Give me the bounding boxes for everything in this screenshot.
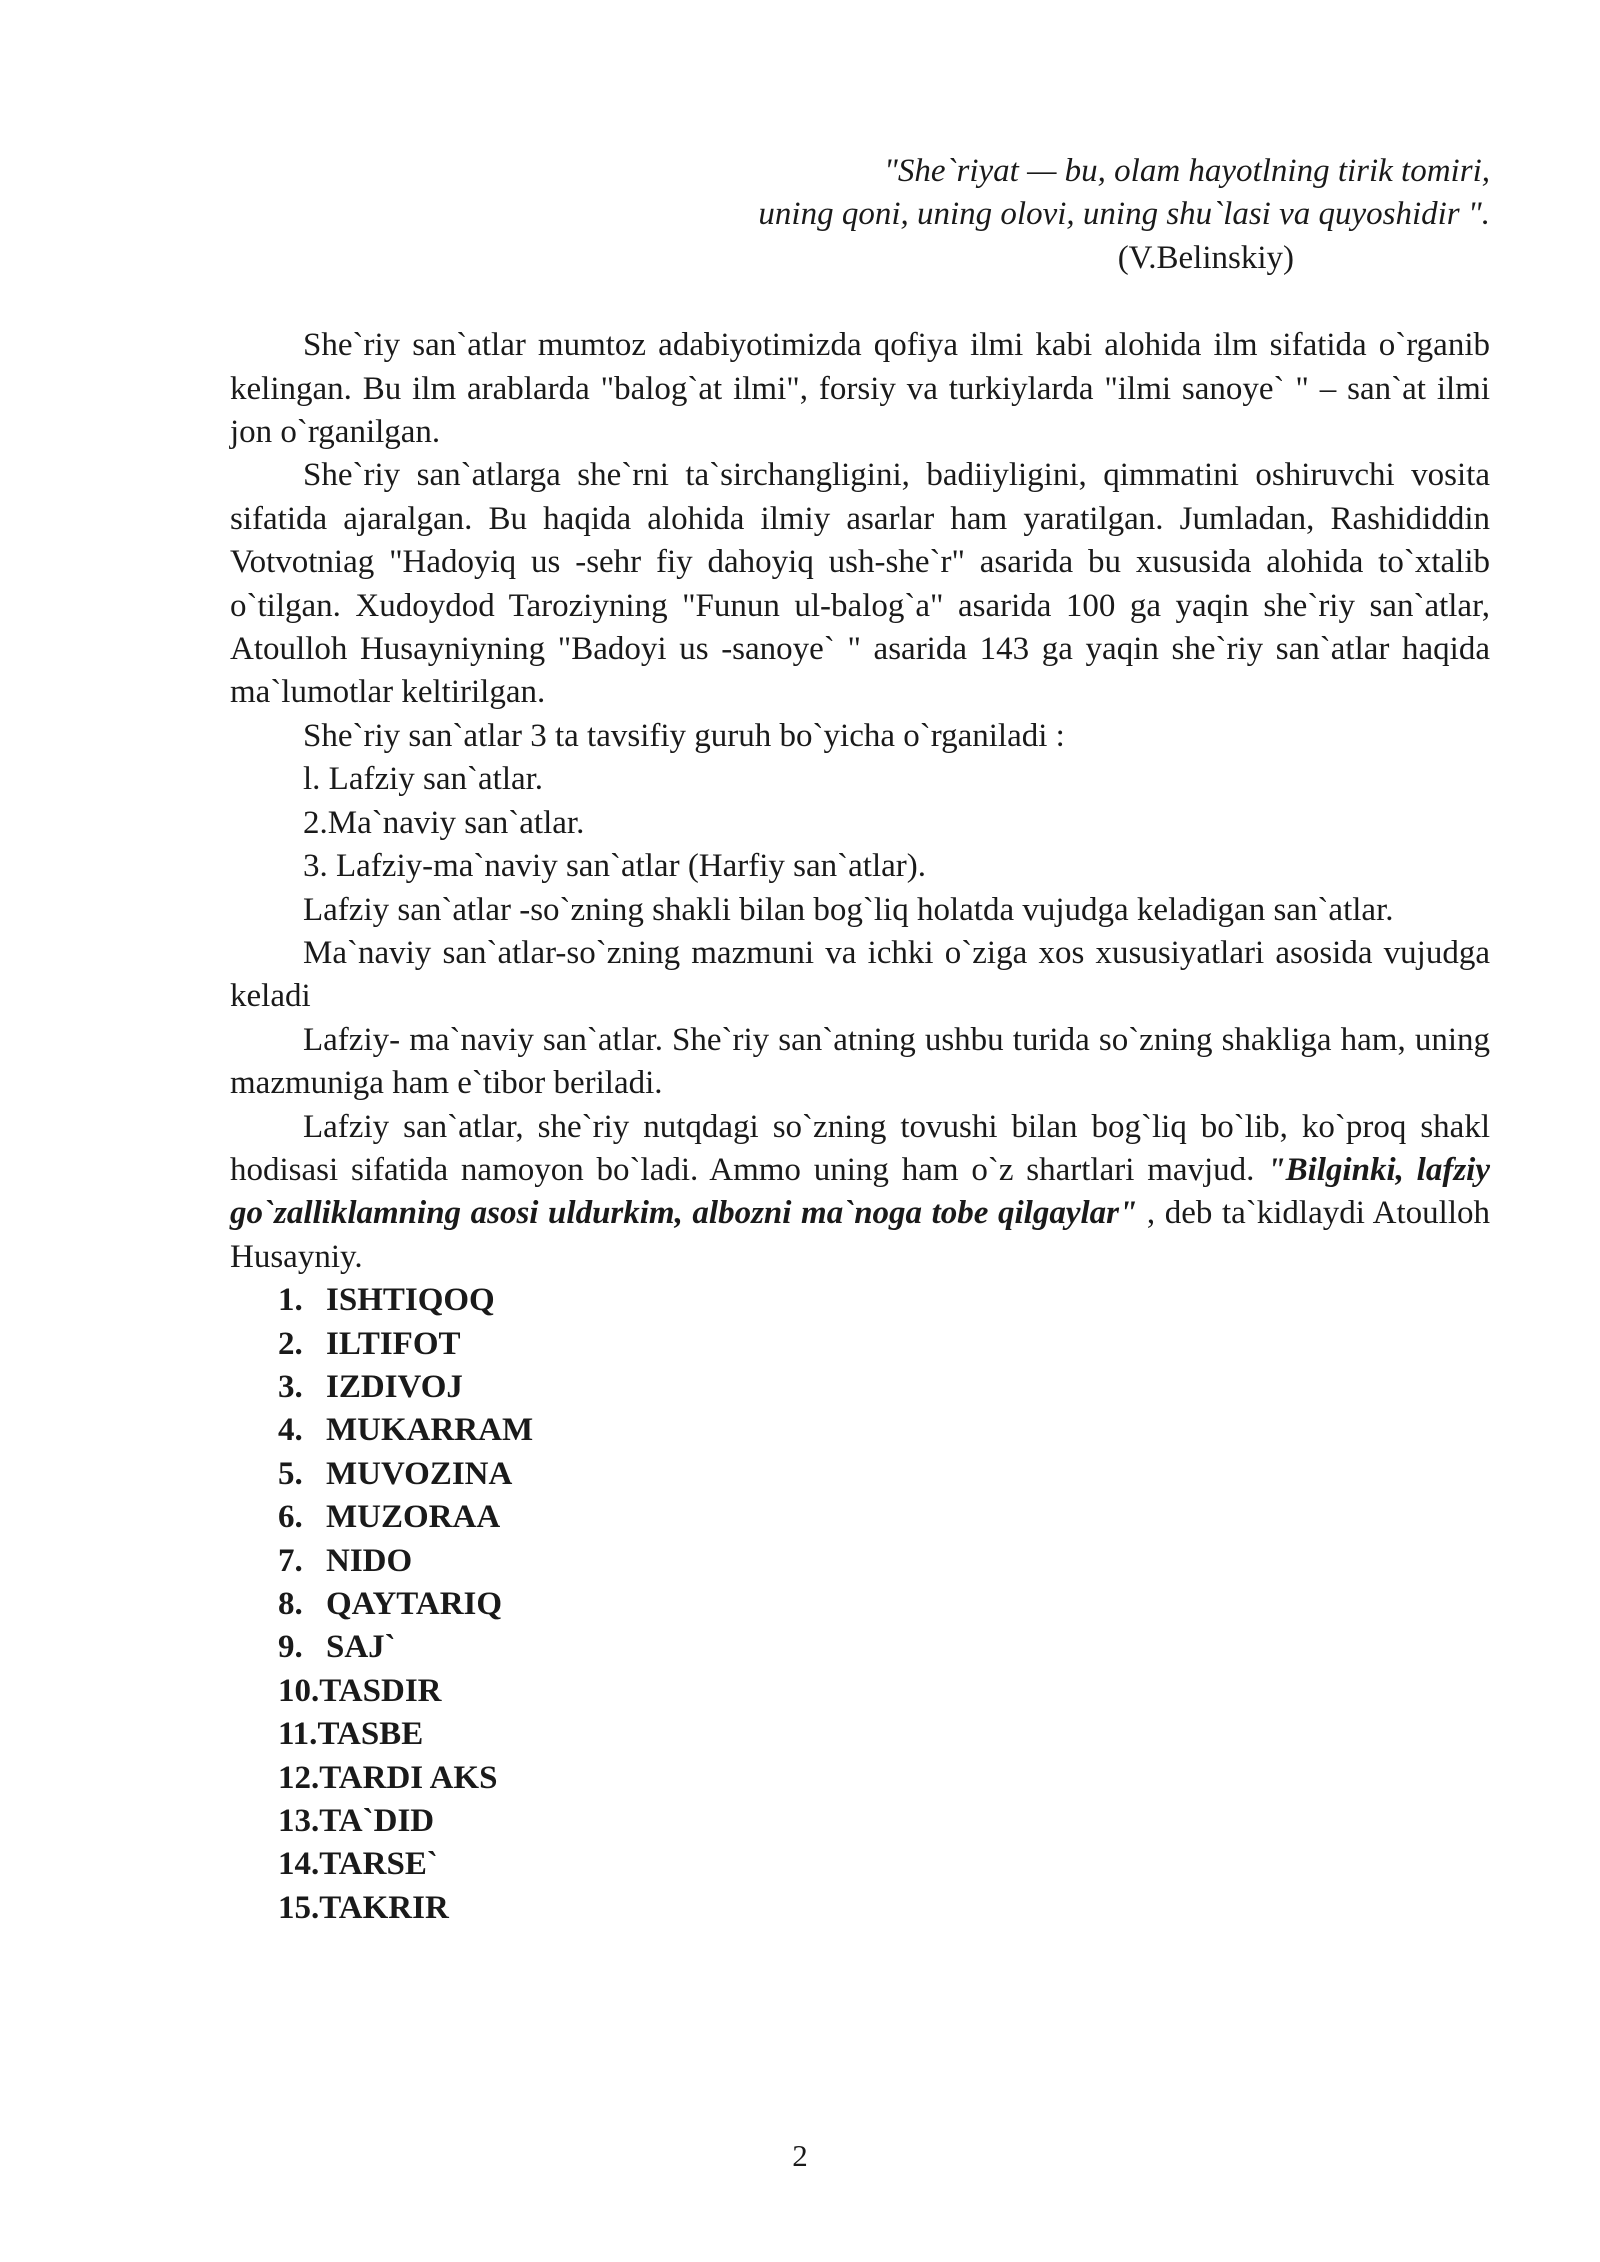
paragraph-quote: [230, 1106, 1490, 1280]
term-item: [230, 1453, 1490, 1496]
term-number: 4.: [278, 1412, 303, 1449]
term-number: 5.: [278, 1455, 303, 1492]
term-number: 14.: [278, 1846, 320, 1883]
term-item: [230, 1800, 1490, 1843]
paragraph-quote-start: Lafziy san`atlar, she`riy nutqdagi so`zning tovushi bilan bog`liq bo`lib, ko`proq shakl hodisasi sifatida namoyon bo`ladi. Ammo uning ham o`z shartlari mavjud.: [230, 1108, 1490, 1188]
paragraph-lafziy: Lafziy san`atlar -so`zning shakli bilan bog`liq holatda vujudga keladigan san`atlar.: [303, 891, 1394, 928]
term-item: [230, 1540, 1490, 1583]
epigraph-line: "She`riyat — bu, olam hayotlning tirik tomiri,: [884, 153, 1490, 189]
term-item: [230, 1713, 1490, 1756]
term-name: ISHTIQOQ: [326, 1282, 495, 1319]
term-number: 2.: [278, 1325, 303, 1362]
term-number: 8.: [278, 1586, 303, 1622]
term-item: [230, 1626, 1490, 1669]
term-item: [230, 1757, 1490, 1800]
term-number: 9.: [278, 1629, 303, 1666]
term-number: 1.: [278, 1282, 303, 1319]
term-name: TASDIR: [319, 1672, 442, 1709]
term-name: SAJ`: [326, 1629, 396, 1666]
term-name: TASBE: [317, 1716, 424, 1753]
document-page: [230, 150, 1490, 1930]
term-item: [230, 1409, 1490, 1452]
term-item: [230, 1583, 1490, 1626]
term-number: 13.: [278, 1803, 320, 1840]
group-item: 3. Lafziy-ma`naviy san`atlar (Harfiy san`atlar).: [303, 848, 927, 885]
term-name: ILTIFOT: [326, 1325, 461, 1362]
term-name: TA`DID: [319, 1803, 435, 1840]
term-item: [230, 1887, 1490, 1930]
term-item: [230, 1496, 1490, 1539]
epigraph-line: uning qoni, uning olovi, uning shu`lasi va quyoshidir ".: [758, 196, 1490, 233]
paragraph-history: She`riy san`atlarga she`rni ta`sirchangligini, badiiyligini, qimmatini oshiruvchi vosita sifatida ajaralgan. Bu haqida alohida ilmiy asarlar ham yaratilgan. Jumladan, Rashididdin Votvotniag "Hadoyiq us -sehr fiy dahoyiq ush-she`r" asarida bu xususida alohida to`xtalib o`tilgan. Xudoydod Taroziyning "Funun ul-balog`a" asarida 100 ga yaqin she`riy san`atlar, Atoulloh Husayniyning "Badoyi us -sanoye` " asarida 143 ga yaqin she`riy san`atlar haqida ma`lumotlar keltirilgan.: [230, 457, 1490, 711]
epigraph: [230, 150, 1490, 280]
term-number: 3.: [278, 1368, 303, 1405]
term-name: MUVOZINA: [326, 1455, 513, 1492]
term-number: 7.: [278, 1542, 303, 1579]
term-number: 12.: [278, 1759, 320, 1796]
term-name: MUZORAA: [326, 1499, 501, 1536]
term-name: QAYTARIQ: [326, 1586, 503, 1622]
term-name: IZDIVOJ: [326, 1368, 463, 1405]
paragraph-groups-intro: She`riy san`atlar 3 ta tavsifiy guruh bo`yicha o`rganiladi :: [303, 717, 1065, 754]
spacer: [230, 280, 1490, 324]
term-number: 11.: [278, 1716, 318, 1753]
term-number: 15.: [278, 1889, 320, 1926]
term-name: TAKRIR: [319, 1889, 449, 1926]
group-item: 2.Ma`naviy san`atlar.: [303, 804, 585, 841]
term-item: [230, 1670, 1490, 1713]
term-name: NIDO: [326, 1542, 413, 1579]
term-item: [230, 1279, 1490, 1322]
husayniy-quote: "Bilginki, lafziy go`zalliklamning asosi uldurkim, albozni ma`noga tobe qilgaylar": [230, 1151, 1490, 1232]
paragraph-quote-end: , deb ta`kidlaydi Atoulloh Husayniy.: [230, 1195, 1490, 1275]
term-number: 10.: [278, 1672, 320, 1709]
term-item: [230, 1323, 1490, 1366]
paragraph-lafziy-manaviy: Lafziy- ma`naviy san`atlar. She`riy san`atning ushbu turida so`zning shakliga ham, uning mazmuniga ham e`tibor beriladi.: [230, 1021, 1490, 1102]
term-name: TARDI AKS: [319, 1759, 498, 1796]
page-number: 2: [792, 2138, 808, 2173]
term-number: 6.: [278, 1499, 303, 1536]
term-item: [230, 1366, 1490, 1409]
paragraph-manaviy: Ma`naviy san`atlar-so`zning mazmuni va ichki o`ziga xos xususiyatlari asosida vujudga keladi: [230, 934, 1490, 1015]
epigraph-author: (V.Belinskiy): [1117, 239, 1294, 276]
term-item: [230, 1843, 1490, 1886]
group-item: l. Lafziy san`atlar.: [303, 761, 544, 798]
term-name: TARSE`: [319, 1846, 438, 1883]
term-name: MUKARRAM: [326, 1412, 534, 1449]
terms-list: [230, 1279, 1490, 1930]
paragraph-intro: She`riy san`atlar mumtoz adabiyotimizda qofiya ilmi kabi alohida ilm sifatida o`rganib kelingan. Bu ilm arablarda "balog`at ilmi", forsiy va turkiylarda "ilmi sanoye` " – san`at ilmi jon o`rganilgan.: [230, 327, 1490, 451]
